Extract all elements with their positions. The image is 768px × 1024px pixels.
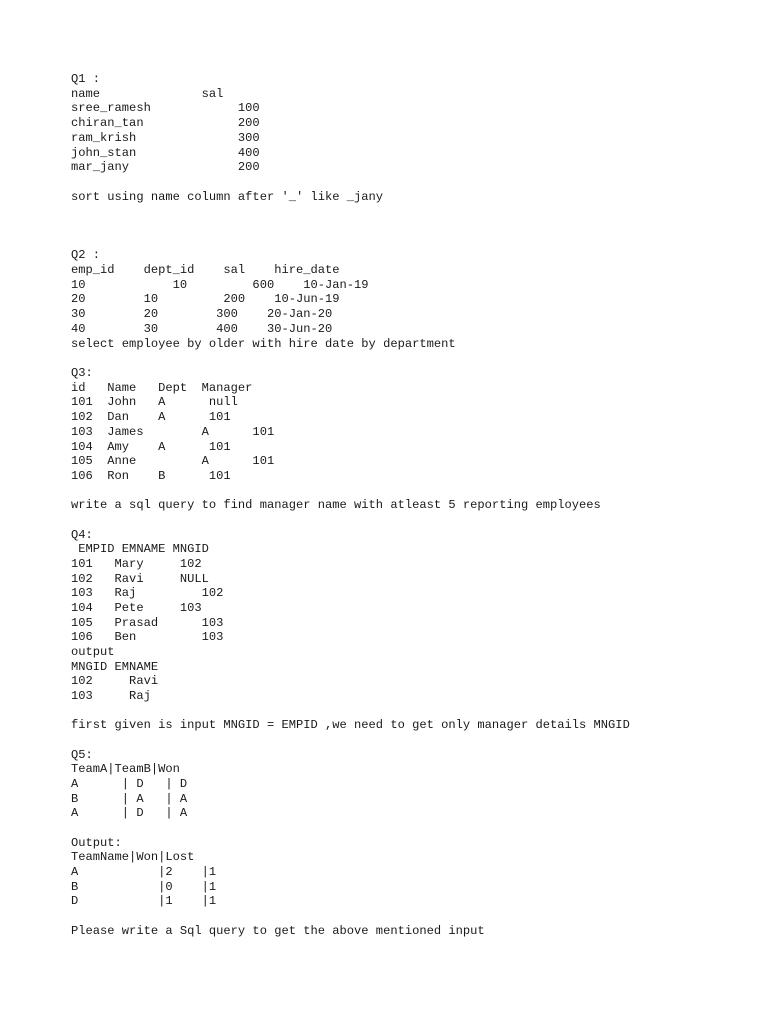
q2-table-row: 40 30 400 30-Jun-20 — [71, 322, 333, 336]
q4-table-row: 106 Ben 103 — [71, 630, 224, 644]
q1-table-row: chiran_tan 200 — [71, 116, 260, 130]
q1-table-row: john_stan 400 — [71, 146, 260, 160]
q5-table-header: TeamA|TeamB|Won — [71, 762, 180, 776]
q2-table-row: 30 20 300 20-Jan-20 — [71, 307, 333, 321]
q5-output-row: B |0 |1 — [71, 880, 217, 894]
q3-table-row: 104 Amy A 101 — [71, 440, 231, 454]
question-1-heading: Q1 : — [71, 72, 101, 86]
question-5-heading: Q5: — [71, 748, 93, 762]
q4-output-label: output — [71, 645, 115, 659]
q1-table-header: name sal — [71, 87, 224, 101]
question-2-heading: Q2 : — [71, 248, 101, 262]
question-4-heading: Q4: — [71, 528, 93, 542]
q3-table-row: 105 Anne A 101 — [71, 454, 275, 468]
q1-instruction: sort using name column after '_' like _jany — [71, 190, 384, 204]
q4-table-header: EMPID EMNAME MNGID — [71, 542, 209, 556]
q2-instruction: select employee by older with hire date by department — [71, 337, 456, 351]
q3-table-row: 103 James A 101 — [71, 425, 275, 439]
q4-table-row: 103 Raj 102 — [71, 586, 224, 600]
q3-table-header: id Name Dept Manager — [71, 381, 253, 395]
q4-output-header: MNGID EMNAME — [71, 660, 159, 674]
q3-instruction: write a sql query to find manager name with atleast 5 reporting employees — [71, 498, 601, 512]
q4-output-row: 103 Raj — [71, 689, 151, 703]
q2-table-row: 10 10 600 10-Jan-19 — [71, 278, 369, 292]
q5-table-row: B | A | A — [71, 792, 188, 806]
q3-table-row: 101 John A null — [71, 395, 238, 409]
q1-table-row: sree_ramesh 100 — [71, 101, 260, 115]
q4-table-row: 105 Prasad 103 — [71, 616, 224, 630]
q5-table-row: A | D | D — [71, 777, 188, 791]
q5-table-row: A | D | A — [71, 806, 188, 820]
question-3-heading: Q3: — [71, 366, 93, 380]
q4-instruction: first given is input MNGID = EMPID ,we need to get only manager details MNGID — [71, 718, 630, 732]
q4-output-row: 102 Ravi — [71, 674, 159, 688]
q4-table-row: 104 Pete 103 — [71, 601, 202, 615]
q5-output-label: Output: — [71, 836, 122, 850]
q2-table-header: emp_id dept_id sal hire_date — [71, 263, 340, 277]
q1-table-row: mar_jany 200 — [71, 160, 260, 174]
q4-table-row: 102 Ravi NULL — [71, 572, 209, 586]
q2-table-row: 20 10 200 10-Jun-19 — [71, 292, 340, 306]
q1-table-row: ram_krish 300 — [71, 131, 260, 145]
q3-table-row: 102 Dan A 101 — [71, 410, 231, 424]
q5-output-row: D |1 |1 — [71, 894, 217, 908]
q5-output-header: TeamName|Won|Lost — [71, 850, 195, 864]
q5-instruction: Please write a Sql query to get the above mentioned input — [71, 924, 485, 938]
q4-table-row: 101 Mary 102 — [71, 557, 202, 571]
q5-output-row: A |2 |1 — [71, 865, 217, 879]
q3-table-row: 106 Ron B 101 — [71, 469, 231, 483]
